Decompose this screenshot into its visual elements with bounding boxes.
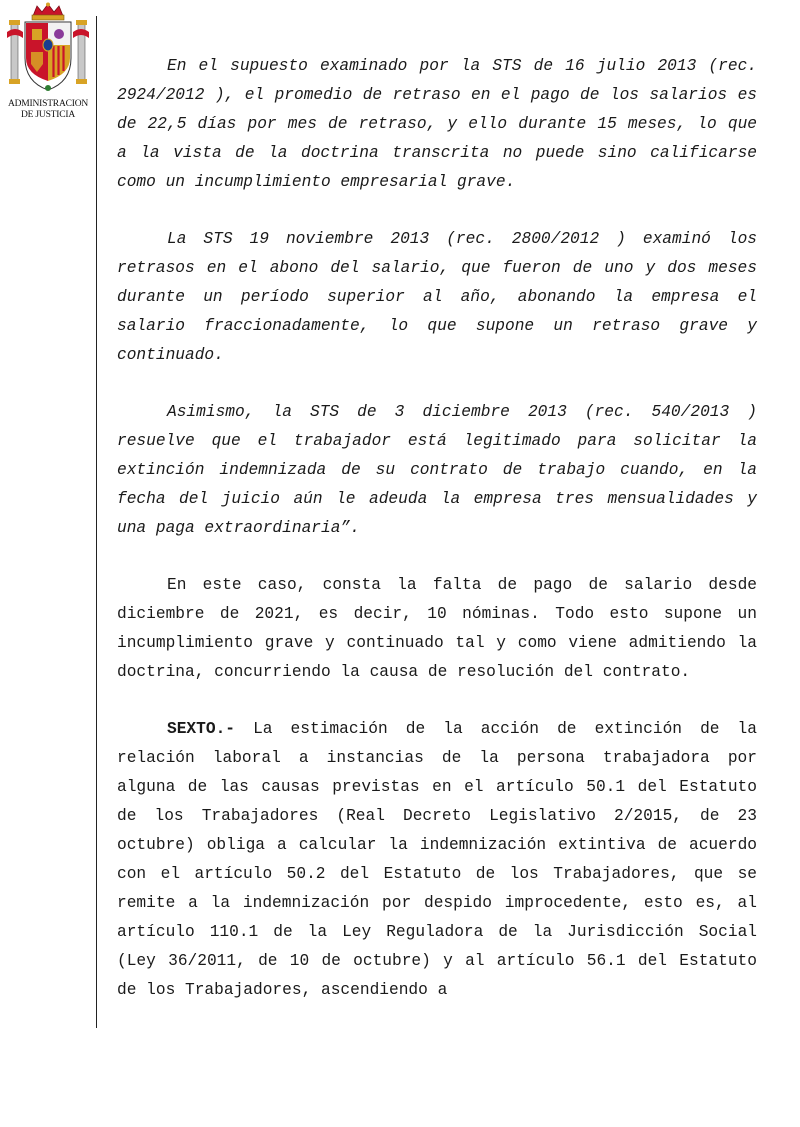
- caption-line-2: DE JUSTICIA: [20, 110, 75, 120]
- paragraph-3: Asimismo, la STS de 3 diciembre 2013 (rec. 540/2013 ) resuelve que el trabajador está legitimado para solicitar la extinción indemnizada de su contrato de trabajo cuando, en la fecha del juicio aún le adeuda la empresa tres mensualidades y una paga extraordinaria”.: [117, 403, 757, 537]
- court-emblem: [2, 2, 94, 122]
- document-body: [117, 52, 757, 1005]
- emblem-caption: [2, 99, 94, 121]
- paragraph-1: En el supuesto examinado por la STS de 16 julio 2013 (rec. 2924/2012 ), el promedio de retraso en el pago de los salarios es de 22,5 días por mes de retraso, y ello durante 15 meses, lo que a la vista de la doctrina transcrita no puede sino calificarse como un incumplimiento empresarial grave.: [117, 57, 757, 191]
- paragraph-2: La STS 19 noviembre 2013 (rec. 2800/2012 ) examinó los retrasos en el abono del salario, que fueron de uno y dos meses durante un período superior al año, abonando la empresa el salario fraccionadamente, lo que supone un retraso grave y continuado.: [117, 230, 757, 364]
- paragraph-5-text: La estimación de la acción de extinción de la relación laboral a instancias de la persona trabajadora por alguna de las causas previstas en el artículo 50.1 del Estatuto de los Trabajadores (Real Decreto Legislativo 2/2015, de 23 octubre) obliga a calcular la indemnización extintiva de acuerdo con el artículo 50.2 del Estatuto de los Trabajadores, que se remite a la indemnización por despido improcedente, esto es, al artículo 110.1 de la Ley Reguladora de la Jurisdicción Social (Ley 36/2011, de 10 de octubre) y al artículo 56.1 del Estatuto de los Trabajadores, ascendiendo a: [117, 720, 757, 999]
- section-heading-sexto: SEXTO.-: [167, 720, 235, 738]
- spanish-coat-of-arms-icon: [5, 2, 91, 98]
- caption-line-1: ADMINISTRACION: [7, 99, 89, 109]
- paragraph-5: [117, 715, 757, 1005]
- paragraph-4: En este caso, consta la falta de pago de salario desde diciembre de 2021, es decir, 10 nóminas. Todo esto supone un incumplimiento grave y continuado tal y como viene admitiendo la doctrina, concurriendo la causa de resolución del contrato.: [117, 576, 757, 681]
- margin-rule: [96, 16, 97, 1028]
